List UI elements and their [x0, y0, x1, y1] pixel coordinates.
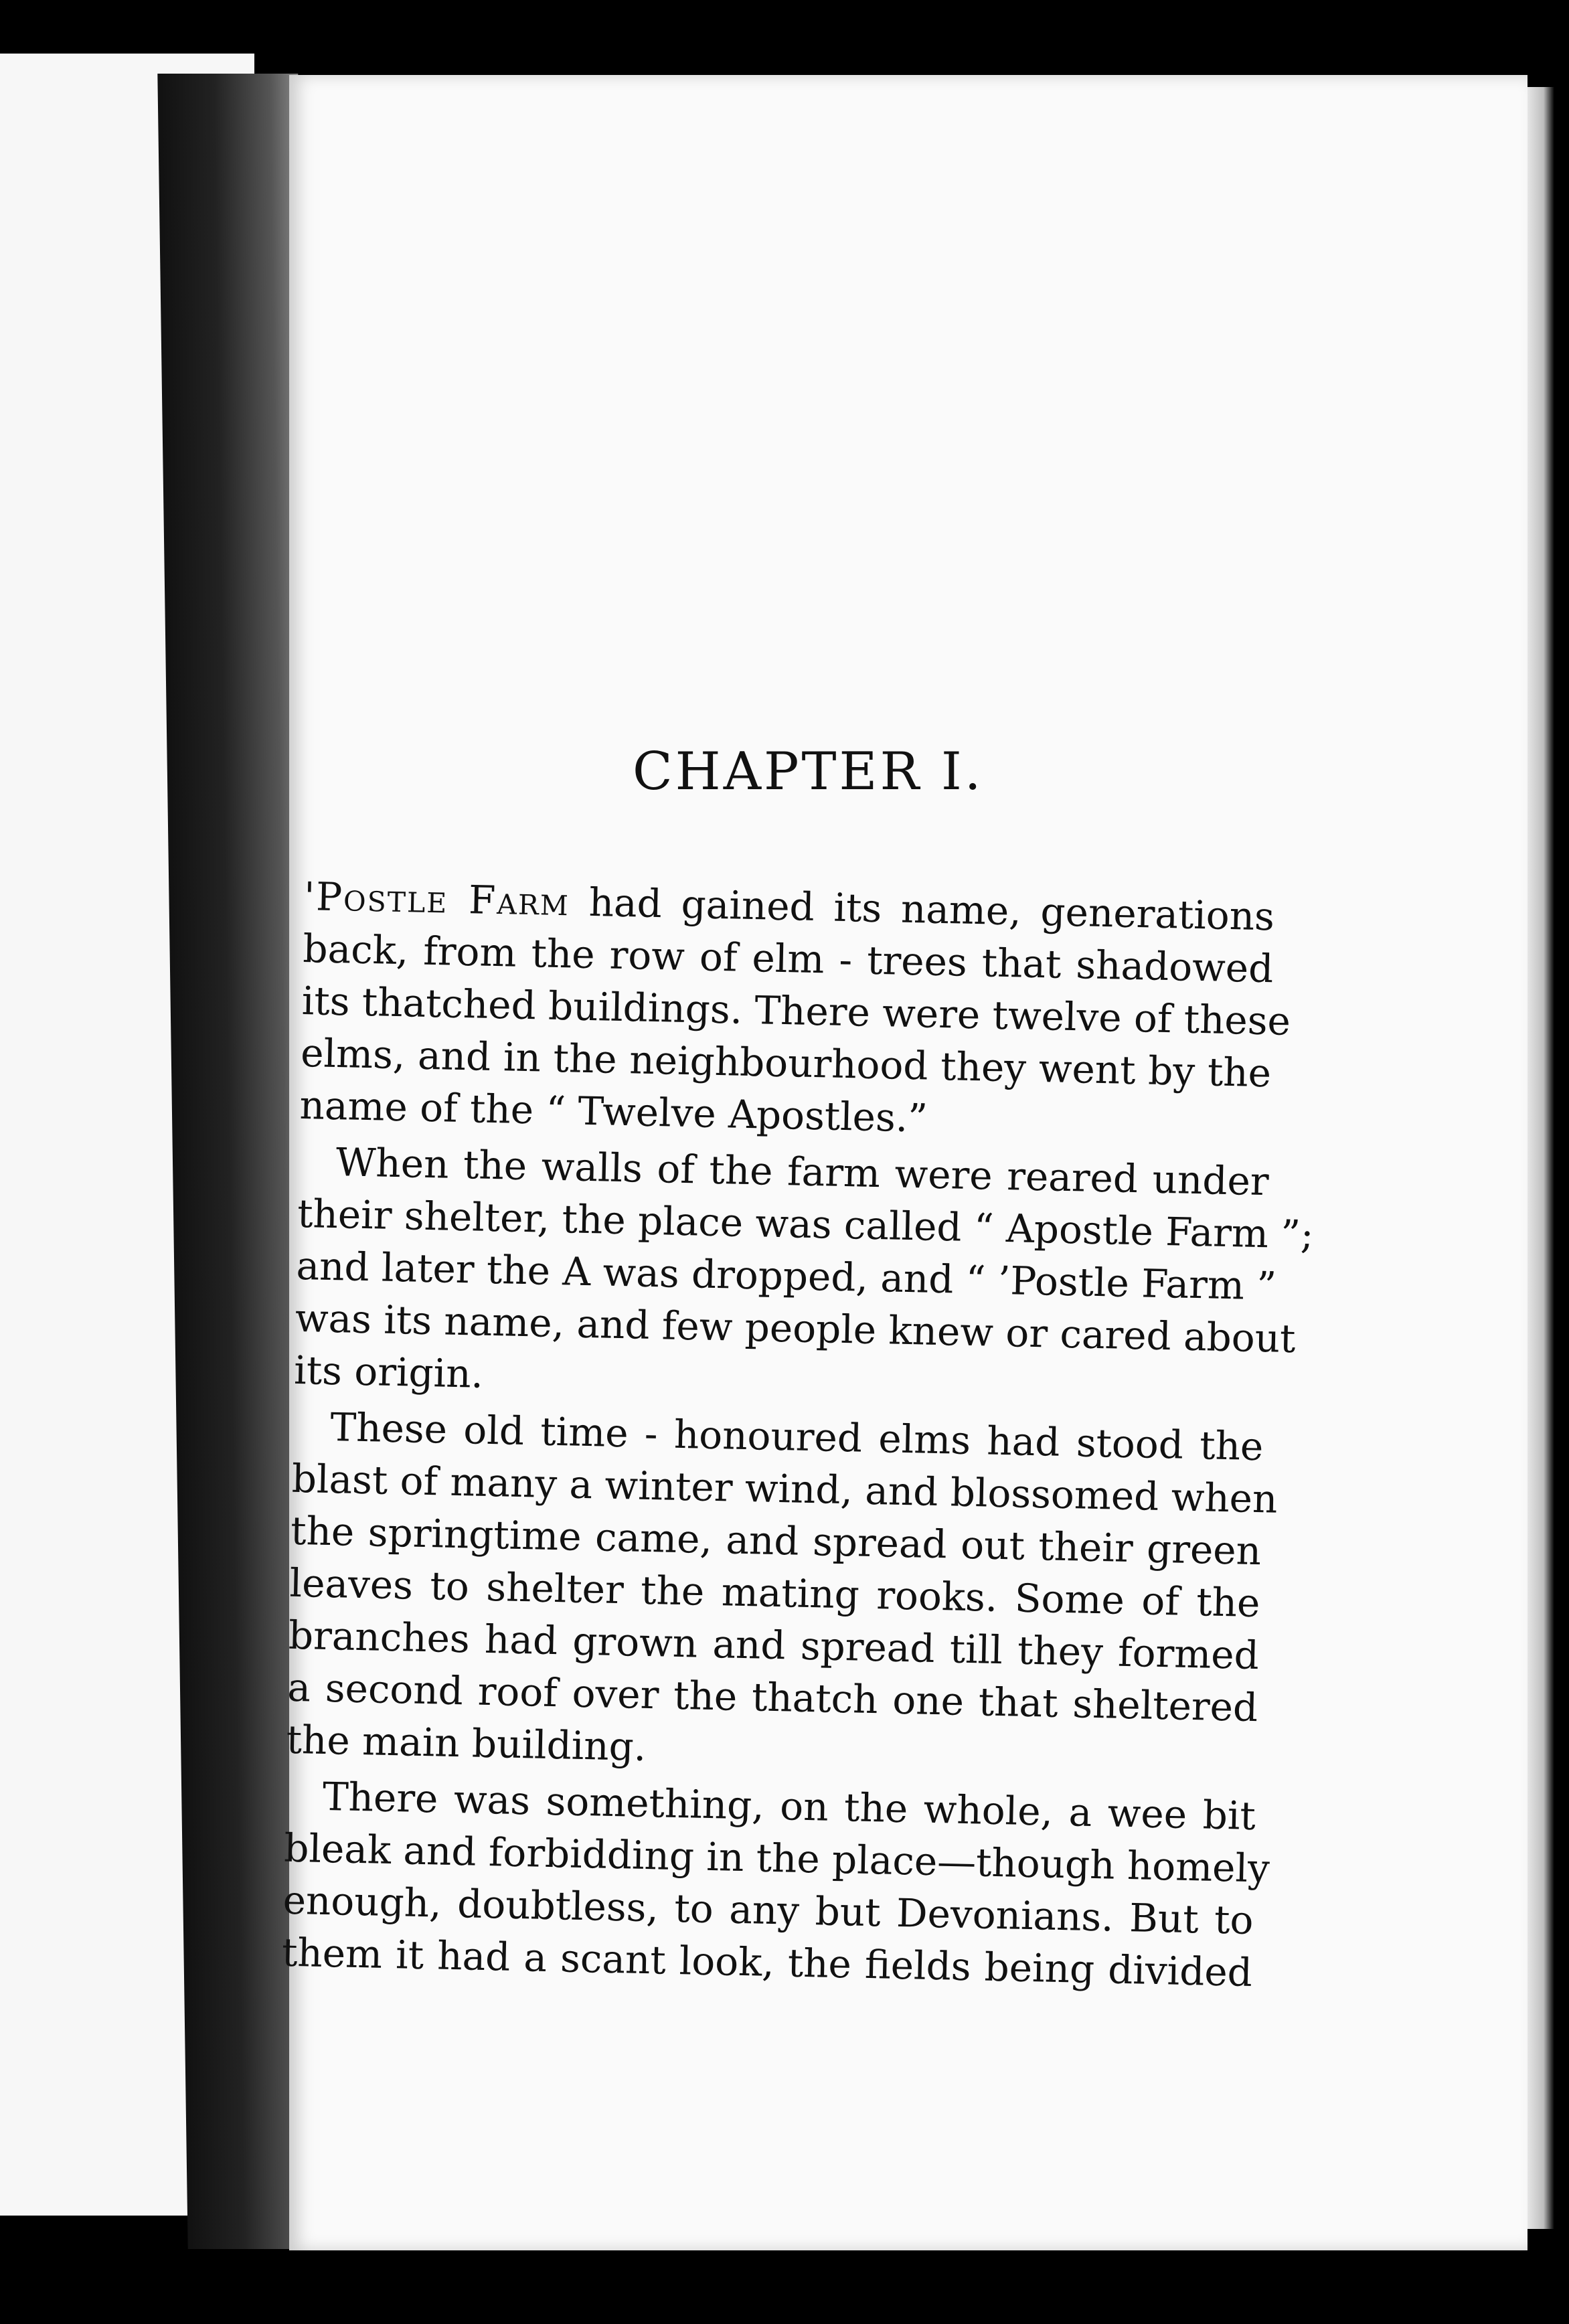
text-line: their shelter, the place was called “ Apostle Farm ”; [297, 1190, 1315, 1258]
text-line: them it had a scant look, the fields being divided [281, 1929, 1253, 1996]
text-line: 'Postle Farm had gained its name, generations [303, 873, 1275, 940]
chapter-heading: CHAPTER I. [633, 742, 984, 802]
text-line: the main building. [286, 1716, 647, 1770]
text-line: enough, doubtless, to any but Devonians. But to [282, 1877, 1254, 1944]
text-line: its thatched buildings. There were twelve of these [301, 977, 1291, 1044]
paragraph [293, 1135, 1315, 1416]
page-edge [1527, 87, 1554, 2229]
text-line: branches had grown and spread till they formed [288, 1612, 1260, 1679]
text-line: name of the “ Twelve Apostles.” [299, 1082, 928, 1141]
text-line: the springtime came, and spread out their green [290, 1507, 1262, 1574]
text-line: elms, and in the neighbourhood they went by the [300, 1029, 1272, 1096]
text-line: These old time - honoured elms had stood the [329, 1404, 1264, 1470]
body-text [281, 870, 1315, 1999]
paragraph [286, 1400, 1278, 1786]
text-line: When the walls of the farm were reared under [335, 1139, 1270, 1205]
text-line: its origin. [293, 1347, 484, 1397]
paragraph [281, 1770, 1270, 1999]
text-line: bleak and forbidding in the place—though homely [283, 1825, 1270, 1892]
text-line: was its name, and few people knew or cared about [295, 1295, 1297, 1362]
text-line: and later the A was dropped, and “ ’Postle Farm ” [295, 1242, 1277, 1309]
lead-in-small-caps: 'Postle Farm [303, 873, 570, 925]
paragraph [299, 870, 1291, 1151]
text-line: There was something, on the whole, a wee bit [322, 1773, 1256, 1839]
text-line: a second roof over the thatch one that sheltered [286, 1664, 1258, 1731]
text-line: back, from the row of elm - trees that shadowed [302, 925, 1274, 992]
text-line: blast of many a winter wind, and blossomed when [291, 1455, 1278, 1522]
text-line: leaves to shelter the mating rooks. Some of the [288, 1560, 1261, 1627]
